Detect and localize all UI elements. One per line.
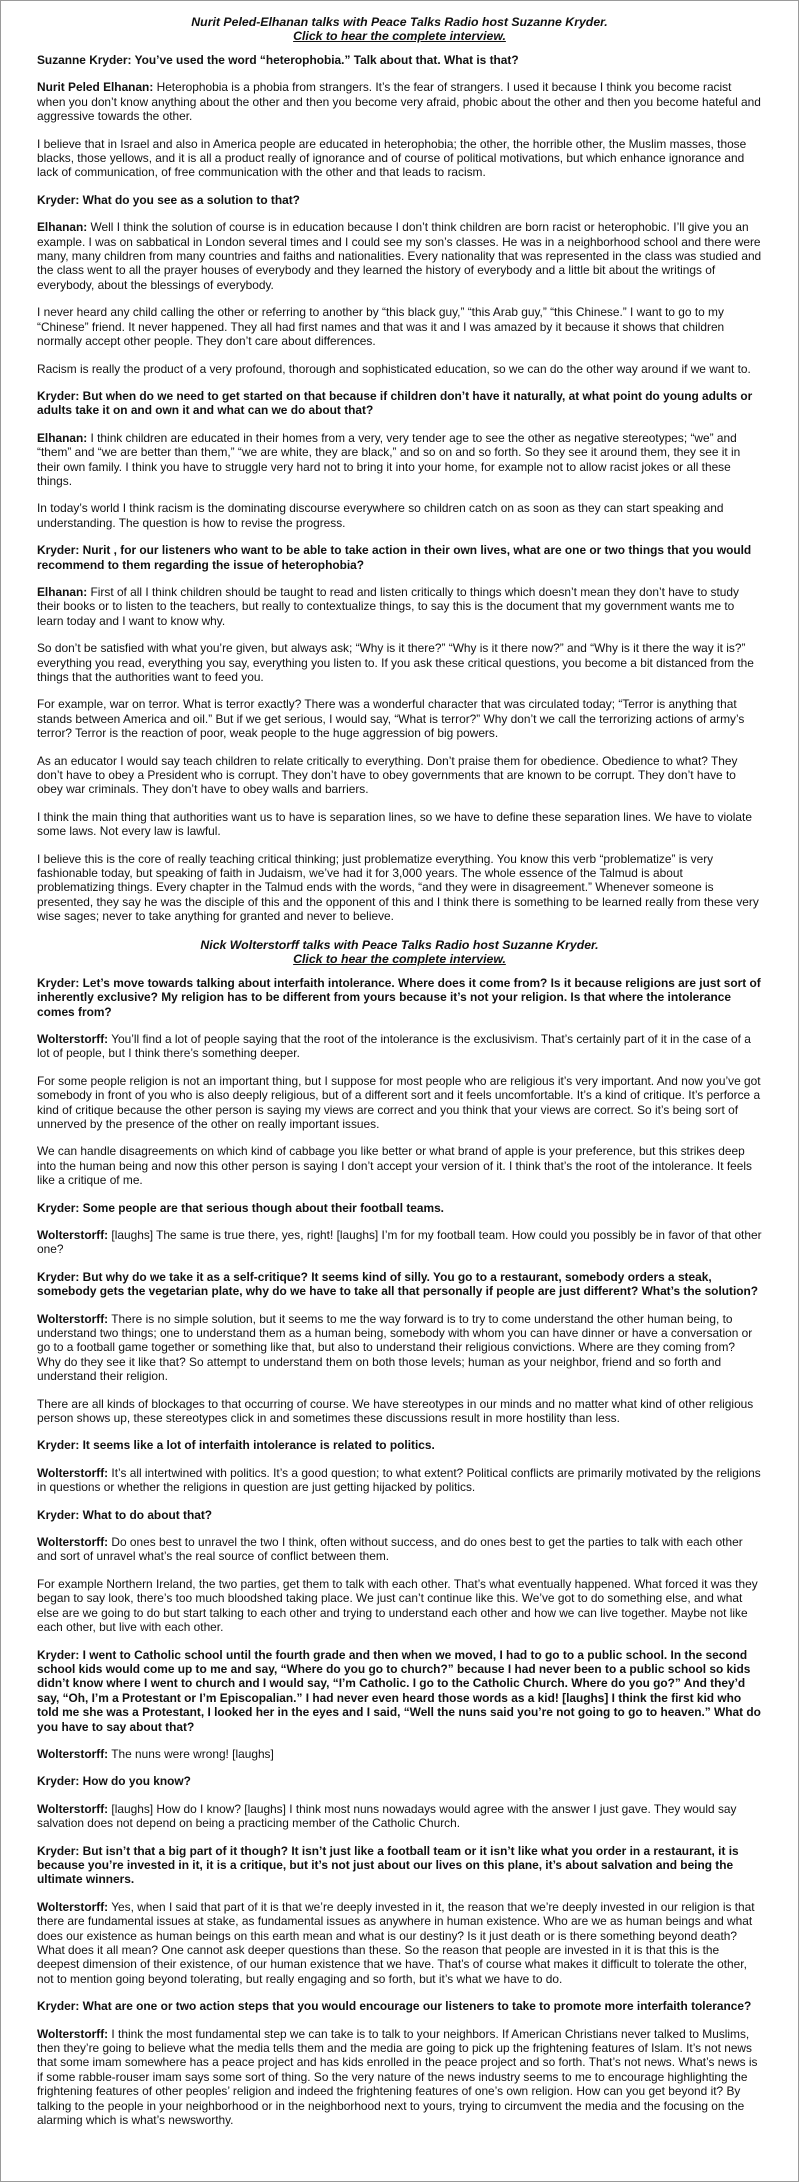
speaker-label: Wolterstorff:: [37, 1746, 109, 1761]
speaker-label: Kryder:: [37, 1774, 80, 1789]
speaker-label: Wolterstorff:: [37, 1311, 109, 1326]
interviewer-question: [37, 1270, 762, 1299]
speaker-label: Kryder:: [37, 543, 80, 558]
paragraph-text: Well I think the solution of course is in education because I don’t think children are born racist or heterophobic. I’ll give you an example. I was on sabbatical in London several times and I could see my son’s classes. He was in a neighborhood school and there were many, many children from many countries and faiths and nationalities. Every nationality that was represented in the class was studied and the class went to all the prayer houses of everybody and they learned the history of everybody and a little bit about the writings of everybody, about the blessings of everybody.: [37, 220, 762, 292]
interviewer-question: [37, 1844, 762, 1887]
paragraph-text: Racism is really the product of a very profound, thorough and sophisticated education, so we can do the other way around if we want to.: [37, 361, 751, 376]
interview-answer-paragraph: [37, 641, 762, 684]
interviewer-question: [37, 1201, 762, 1215]
paragraph-text: [laughs] How do I know? [laughs] I think most nuns nowadays would agree with the answer I just gave. They would say salvation does not depend on being a practicing member of the Catholic Church.: [37, 1801, 737, 1831]
interviewer-question: [37, 1648, 762, 1734]
speaker-label: Elhanan:: [37, 430, 88, 445]
interviewer-question: [37, 976, 762, 1019]
paragraph-text: I think children are educated in their homes from a very, very tender age to see the other as negative stereotypes; “we” and “them” and “we are better than them,” “we are white, they are black,” and so on and so forth. So they see it around them, they see it in their own family. I think you have to struggle very hard not to bring it into your home, for example not to allow racist jokes or all these things.: [37, 430, 741, 488]
speaker-label: Wolterstorff:: [37, 1031, 109, 1046]
interviewer-question: [37, 389, 762, 418]
speaker-label: Wolterstorff:: [37, 1801, 109, 1816]
paragraph-text: For example Northern Ireland, the two parties, get them to talk with each other. That’s what eventually happened. What forced it was they began to say look, there’s too much bloodshed taking place. We just can’t continue like this. We’ve got to do something else, and what else are we going to do but start talking to each other and trying to understand each other and how we can live together. Maybe not like each other, but live with each other.: [37, 1576, 758, 1635]
paragraph-text: I think the main thing that authorities want us to have is separation lines, so we have to define these separation lines. We have to violate some laws. Not every law is lawful.: [37, 809, 752, 839]
speaker-label: Kryder:: [37, 1843, 80, 1858]
speaker-label: Kryder:: [37, 1507, 80, 1522]
interview-answer-paragraph: [37, 501, 762, 530]
paragraph-text: Yes, when I said that part of it is that we’re deeply invested in it, the reason that we’re deeply invested in our religion is that there are fundamental issues at stake, as fundamental issues as anywhere in human existence. Who are we as human beings and what does our existence as human beings on this earth mean and what is our destiny? Is it just death or is there something beyond death? What does it all mean? One cannot ask deeper questions than these. So the reason that people are invested in it is that this is the deepest dimension of their existence, of our human existence that we have. That’s of course what makes it difficult to tolerate the other, not to mention going beyond tolerating, but really engaging and so forth, but it’s what we have to do.: [37, 1899, 755, 1986]
interview-answer-paragraph: [37, 80, 762, 123]
speaker-label: Kryder:: [37, 975, 80, 990]
listen-full-interview-link[interactable]: Click to hear the complete interview.: [293, 29, 506, 43]
interview-answer-paragraph: [37, 2027, 762, 2128]
paragraph-text: It’s all intertwined with politics. It’s a good question; to what extent? Political conflicts are primarily motivated by the religions in questions or whether the religions in question are just getting hijacked by politics.: [37, 1465, 761, 1495]
speaker-label: Kryder:: [37, 388, 80, 403]
interview-answer-paragraph: [37, 852, 762, 924]
speaker-label: Kryder:: [37, 1269, 80, 1284]
interview-answer-paragraph: [37, 1397, 762, 1426]
interviewer-question: [37, 1999, 762, 2013]
interview-transcript-wolterstorff: [37, 976, 762, 2128]
interview-answer-paragraph: [37, 362, 762, 376]
interview-answer-paragraph: [37, 810, 762, 839]
paragraph-text: What to do about that?: [79, 1507, 213, 1522]
speaker-label: Wolterstorff:: [37, 1227, 109, 1242]
paragraph-text: There is no simple solution, but it seems to me the way forward is to try to come understand the other human being, to understand two things; one to understand them as a human being, somebody with whom you can have dinner or have a conversation or go to a football game together or something like that, but also to understand their religious convictions. Where are they coming from? Why do they see it like that? So attempt to understand them on both those levels; human as your neighbor, friend and so forth and understand their religion.: [37, 1311, 753, 1384]
interview-answer-paragraph: [37, 1312, 762, 1384]
listen-full-interview-link[interactable]: Click to hear the complete interview.: [293, 951, 506, 966]
paragraph-text: I believe that in Israel and also in America people are educated in heterophobia; the other, the horrible other, the Muslim masses, those blacks, those yellows, and it is all a product really of ignorance and of course of political motivations, but which enhance ignorance and lack of communication, of free communication with the other and that leads to racism.: [37, 136, 747, 180]
paragraph-text: But why do we take it as a self-critique? It seems kind of silly. You go to a restaurant, somebody orders a steak, somebody gets the vegetarian plate, why do we have to take all that personally if people are just different? What’s the solution?: [37, 1269, 759, 1299]
paragraph-text: I think the most fundamental step we can take is to talk to your neighbors. If American Christians never talked to Muslims, then they’re going to believe what the media tells them and the media are going to pick up the frightening features of Islam. It’s not news that some imam somewhere has a peace project and has kids enrolled in the peace project and so forth. That’s not news. What’s news is if some rabble-rouser imam says some sort of thing. So the very nature of the news industry seems to me to encourage highlighting the frightening features of other peoples’ religion and indeed the frightening features of one’s own religion. How can you get beyond it? By talking to the people in your neighborhood or in the neighborhood next to yours, trying to circumvent the media and the focusing on the alarming which is what’s newsworthy.: [37, 2026, 758, 2128]
paragraph-text: What do you see as a solution to that?: [79, 192, 300, 207]
speaker-label: Wolterstorff:: [37, 2026, 109, 2041]
speaker-label: Wolterstorff:: [37, 1899, 109, 1914]
interview-answer-paragraph: [37, 305, 762, 348]
interviewer-question: [37, 193, 762, 207]
paragraph-text: But when do we need to get started on that because if children don’t have it naturally, at what point do young adults or adults take it on and own it and what can we do about that?: [37, 388, 753, 418]
interview-answer-paragraph: [37, 1032, 762, 1061]
interview-answer-paragraph: [37, 431, 762, 489]
interviewer-question: [37, 1774, 762, 1788]
interview-answer-paragraph: [37, 137, 762, 180]
paragraph-text: You’ll find a lot of people saying that the root of the intolerance is the exclusivism. That’s certainly part of it in the case of a lot of people, but I think there’s something deeper.: [37, 1031, 751, 1061]
interview-transcript-elhanan: [37, 53, 762, 924]
paragraph-text: I never heard any child calling the other or referring to another by “this black guy,” “this Arab guy,” “this Chinese.” I want to go to my “Chinese” friend. It never happened. They all had first names and that was it and I was amazed by it because it shows that children normally accept other people. They don’t care about differences.: [37, 305, 725, 349]
paragraph-text: For some people religion is not an important thing, but I suppose for most people who are religious it’s very important. And now you’ve got somebody in front of you who is also deeply religious, but of a different sort and it feels uncomfortable. It’s a kind of critique. It’s perforce a kind of critique because the other person is saying my views are correct and you think that your views are correct. So it’s being sort of unnerved by the presence of the other on really important issues.: [37, 1073, 761, 1131]
interview-header-elhanan: [37, 15, 762, 43]
paragraph-text: How do you know?: [79, 1774, 191, 1789]
paragraph-text: I believe this is the core of really teaching critical thinking; just problematize everything. You know this verb “problematize” is very fashionable today, but speaking of faith in Judaism, we’ve had it for 3,000 years. The whole essence of the Talmud is about problematizing things. Every chapter in the Talmud ends with the words, “and they were in disagreement.” Whenever someone is presented, they say he was the disciple of this and the opponent of this and I think there is something to be learned really from these very wise sages; never to take anything for granted and never to believe.: [37, 851, 759, 924]
interview-title: Nurit Peled-Elhanan talks with Peace Talks Radio host Suzanne Kryder.: [191, 15, 608, 29]
interview-answer-paragraph: [37, 1074, 762, 1132]
paragraph-text: Let’s move towards talking about interfaith intolerance. Where does it come from? Is it because religions are just sort of inherently exclusive? My religion has to be different from yours because it’s not your religion. Is that where the intolerance comes from?: [37, 975, 761, 1019]
paragraph-text: So don’t be satisfied with what you’re given, but always ask; “Why is it there?” “Why is it there now?” and “Why is it there the way it is?” everything you read, everything you say, everything you listen to. If you ask these critical questions, you become a bit distanced from the things that the authorities want to feed you.: [37, 641, 754, 684]
interviewer-question: [37, 1438, 762, 1452]
paragraph-text: Some people are that serious though about their football teams.: [79, 1200, 444, 1215]
paragraph-text: The nuns were wrong! [laughs]: [108, 1746, 274, 1761]
speaker-label: Kryder:: [37, 1438, 80, 1453]
interviewer-question: [37, 1508, 762, 1522]
paragraph-text: As an educator I would say teach children to relate critically to everything. Don’t praise them for obedience. Obedience to what? They don’t have to obey a President who is corrupt. They don’t have to obey governments that are known to be corrupt. They don’t have to obey war criminals. They don’t have to obey walls and barriers.: [37, 753, 738, 797]
interview-answer-paragraph: [37, 1747, 762, 1761]
paragraph-text: Heterophobia is a phobia from strangers. It’s the fear of strangers. I used it because I think you become racist when you don’t know anything about the other and then you become very afraid, phobic about the other and then you become hateful and aggressive towards the other.: [37, 80, 761, 124]
paragraph-text: It seems like a lot of interfaith intolerance is related to politics.: [79, 1438, 435, 1453]
interviewer-question: [37, 53, 762, 67]
interview-answer-paragraph: [37, 754, 762, 797]
paragraph-text: First of all I think children should be taught to read and listen critically to things which doesn’t mean they don’t have to study their books or to listen to the teachers, but really to contextualize things, to say this is the document that my government wants me to learn today and I want to know why.: [37, 584, 739, 628]
interview-title: Nick Wolterstorff talks with Peace Talks Radio host Suzanne Kryder.: [200, 937, 599, 952]
speaker-label: Kryder:: [37, 1999, 80, 2014]
interview-answer-paragraph: [37, 697, 762, 740]
interview-answer-paragraph: [37, 1228, 762, 1257]
speaker-label: Wolterstorff:: [37, 1465, 109, 1480]
paragraph-text: You’ve used the word “heterophobia.” Talk about that. What is that?: [131, 53, 519, 67]
paragraph-text: Do ones best to unravel the two I think, often without success, and do ones best to get the parties to talk with each other and sort of unravel what’s the real source of conflict between them.: [37, 1535, 743, 1564]
interview-answer-paragraph: [37, 1577, 762, 1635]
speaker-label: Elhanan:: [37, 584, 88, 599]
interview-header-wolterstorff: [37, 938, 762, 966]
paragraph-text: For example, war on terror. What is terror exactly? There was a wonderful character that was circulated today; “Terror is anything that stands between America and oil.” But if we get serious, I would say, “What is terror?” Why don’t we call the terrorizing actions of army’s terror? Terror is the reaction of poor, weak people to the huge aggression of big powers.: [37, 697, 745, 741]
paragraph-text: [laughs] The same is true there, yes, right! [laughs] I’m for my football team. How could you possibly be in favor of that other one?: [37, 1227, 762, 1257]
paragraph-text: But isn’t that a big part of it though? It isn’t just like a football team or it isn’t like what you order in a restaurant, it is because you’re invested in it, it is a critique, but it’s not just about our lives on this plane, it’s about salvation and being the ultimate winners.: [37, 1843, 739, 1887]
interview-answer-paragraph: [37, 1900, 762, 1986]
paragraph-text: What are one or two action steps that you would encourage our listeners to take to promote more interfaith tolerance?: [79, 1999, 752, 2014]
interview-answer-paragraph: [37, 585, 762, 628]
interviewer-question: [37, 543, 762, 572]
interview-answer-paragraph: [37, 220, 762, 292]
interview-answer-paragraph: [37, 1802, 762, 1831]
paragraph-text: I went to Catholic school until the fourth grade and then when we moved, I had to go to a public school. In the second school kids would come up to me and say, “Where do you go to church?” because I had never been to a public school so kids didn’t know where I went to church and I would say, “I’m Catholic. I go to the Catholic Church. Where do you go?” And they’d say, “Oh, I’m a Protestant or I’m Episcopalian.” I had never even heard those words as a kid! [laughs] I think the first kid who told me she was a Protestant, I looked her in the eyes and I said, “Well the nuns said you’re not going to go to heaven.” What do you have to say about that?: [37, 1647, 761, 1734]
speaker-label: Kryder:: [37, 1647, 80, 1662]
paragraph-text: There are all kinds of blockages to that occurring of course. We have stereotypes in our minds and no matter what kind of other religious person shows up, these stereotypes click in and sometimes these discussions result in more hostility than less.: [37, 1396, 754, 1426]
speaker-label: Kryder:: [37, 1200, 80, 1215]
speaker-label: Nurit Peled Elhanan:: [37, 80, 154, 95]
paragraph-text: In today’s world I think racism is the dominating discourse everywhere so children catch on as soon as they can start speaking and understanding. The question is how to revise the progress.: [37, 501, 724, 530]
paragraph-text: We can handle disagreements on which kind of cabbage you like better or what brand of apple is your preference, but this strikes deep into the human being and now this other person is saying I don’t accept your version of it. I think that’s the root of the intolerance. It feels like a critique of me.: [37, 1144, 752, 1188]
interview-answer-paragraph: [37, 1535, 762, 1564]
speaker-label: Wolterstorff:: [37, 1535, 109, 1550]
speaker-label: Suzanne Kryder:: [37, 53, 132, 67]
interview-answer-paragraph: [37, 1466, 762, 1495]
paragraph-text: Nurit , for our listeners who want to be able to take action in their own lives, what are one or two things that you would recommend to them regarding the issue of heterophobia?: [37, 543, 752, 572]
interview-answer-paragraph: [37, 1144, 762, 1187]
speaker-label: Kryder:: [37, 192, 80, 207]
speaker-label: Elhanan:: [37, 220, 88, 235]
